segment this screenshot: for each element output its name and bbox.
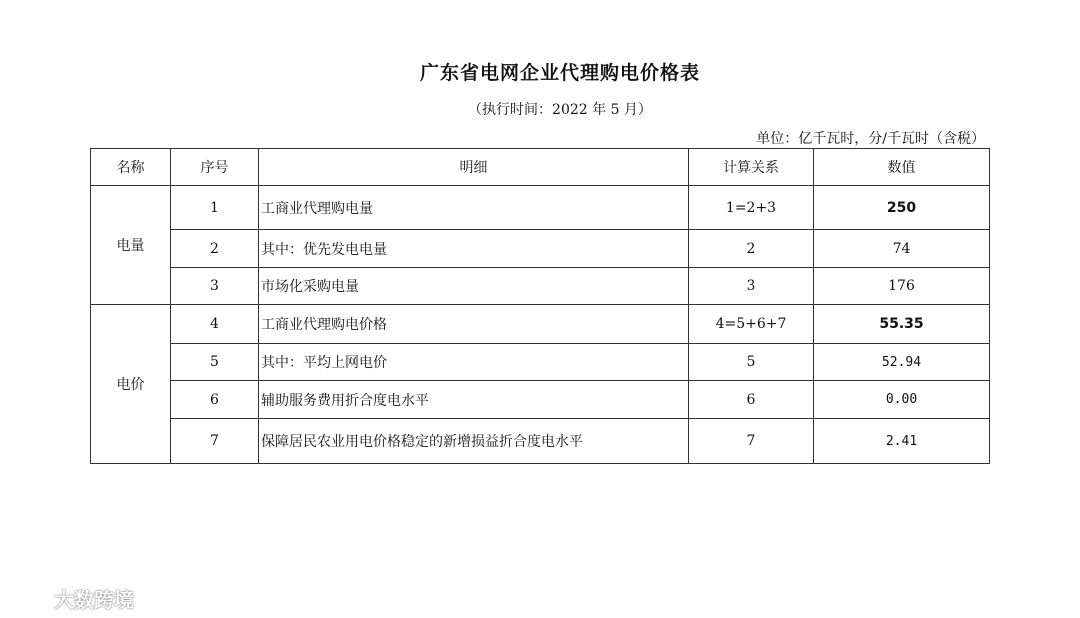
row-detail: 保障居民农业用电价格稳定的新增损益折合度电水平 [259,419,689,464]
row-seq: 1 [171,186,259,230]
row-detail: 工商业代理购电量 [259,186,689,230]
table-row [91,344,990,381]
row-calc: 5 [689,344,814,381]
row-value: 55.35 [814,305,990,344]
row-value: 250 [814,186,990,230]
header-seq: 序号 [171,149,259,186]
table-row [91,381,990,419]
price-table [90,148,990,464]
group-label-price: 电价 [91,305,171,464]
row-calc: 6 [689,381,814,419]
header-detail: 明细 [259,149,689,186]
table-row [91,230,990,268]
row-value: 2.41 [814,419,990,464]
watermark-text: 大数跨境 [54,588,134,612]
row-value: 0.00 [814,381,990,419]
row-seq: 2 [171,230,259,268]
row-value: 74 [814,230,990,268]
row-seq: 5 [171,344,259,381]
row-value: 176 [814,268,990,305]
row-seq: 4 [171,305,259,344]
row-detail: 其中：平均上网电价 [259,344,689,381]
row-calc: 4=5+6+7 [689,305,814,344]
row-calc: 7 [689,419,814,464]
header-calc: 计算关系 [689,149,814,186]
row-detail: 工商业代理购电价格 [259,305,689,344]
page-title: 广东省电网企业代理购电价格表 [419,62,700,84]
row-seq: 7 [171,419,259,464]
unit-note: 单位：亿千瓦时，分/千瓦时（含税） [756,131,985,147]
row-detail: 辅助服务费用折合度电水平 [259,381,689,419]
row-seq: 3 [171,268,259,305]
row-calc: 2 [689,230,814,268]
watermark [10,584,134,613]
header-value: 数值 [814,149,990,186]
row-detail: 其中：优先发电电量 [259,230,689,268]
row-calc: 1=2+3 [689,186,814,230]
group-label-energy: 电量 [91,186,171,305]
speech-bubble-logo-icon [10,587,48,611]
row-detail: 市场化采购电量 [259,268,689,305]
table-row [91,268,990,305]
table-row [91,305,990,344]
table-row [91,186,990,230]
table-row [91,419,990,464]
row-calc: 3 [689,268,814,305]
effective-date: （执行时间：2022 年 5 月） [468,102,652,118]
table-header-row [91,149,990,186]
row-value: 52.94 [814,344,990,381]
row-seq: 6 [171,381,259,419]
header-name: 名称 [91,149,171,186]
